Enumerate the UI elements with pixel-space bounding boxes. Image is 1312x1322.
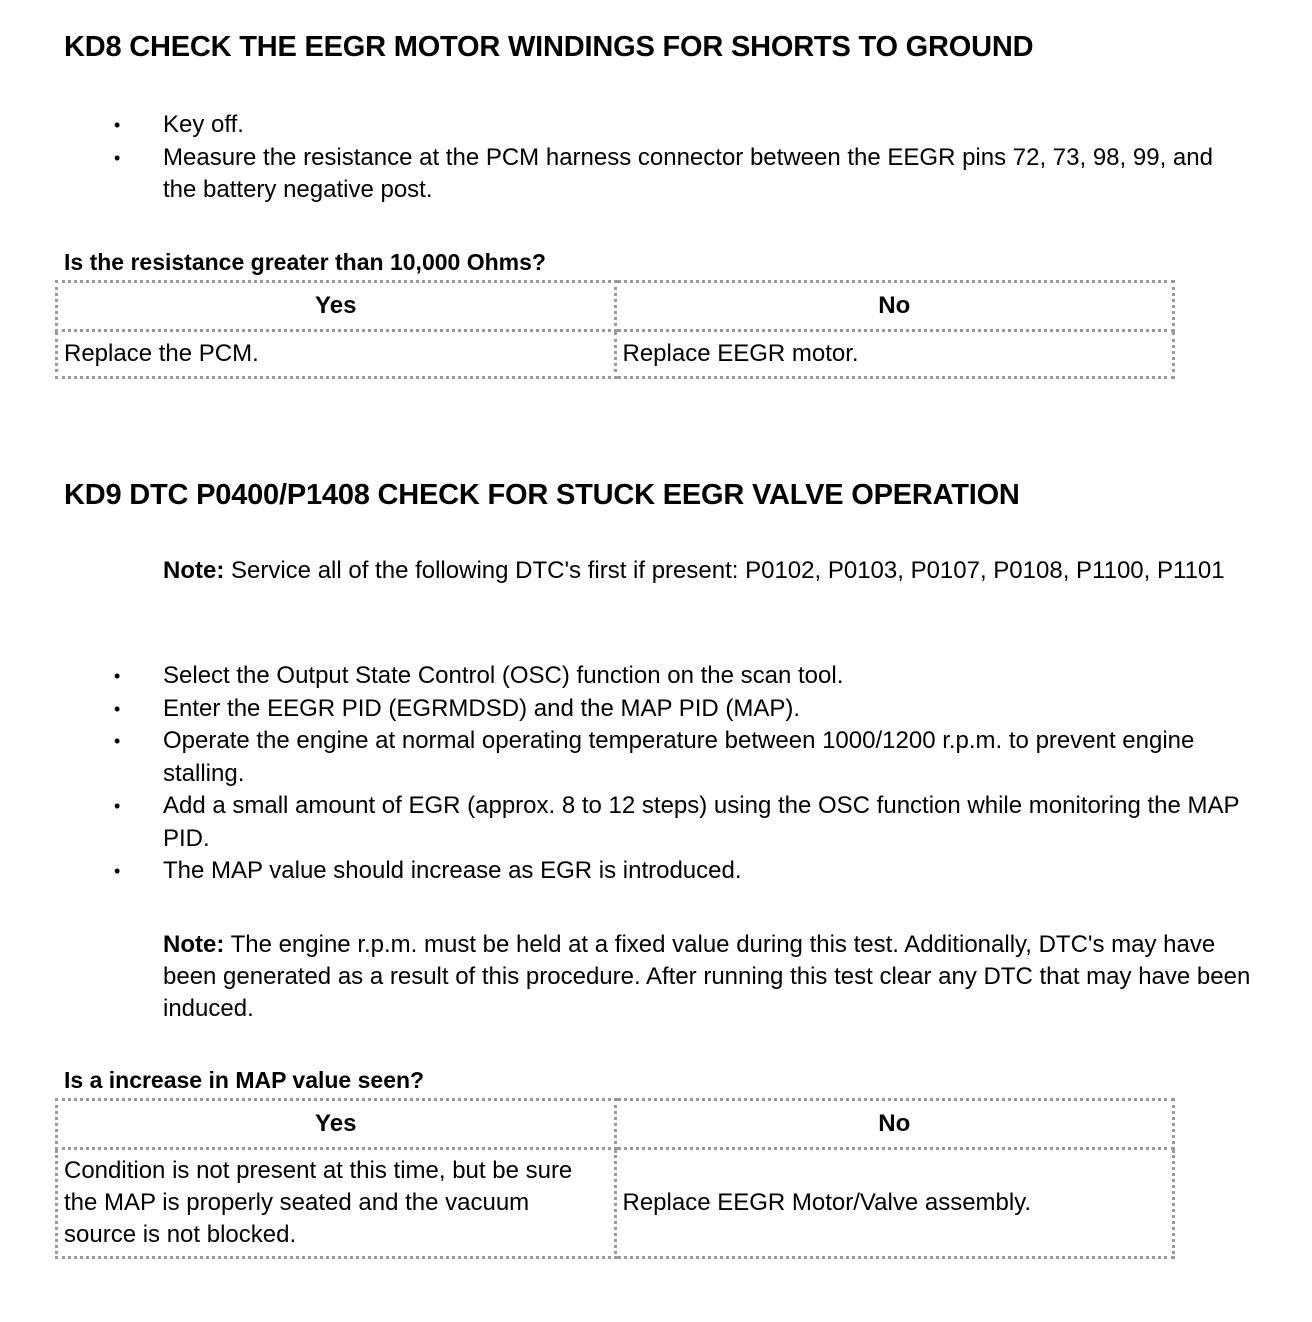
kd9-note-2: Note: The engine r.p.m. must be held at a fixed value during this test. Additionally, DTC's may have been generated as a result of this procedure. After running this test clear any DTC that may have been induced. [163, 931, 1251, 1022]
bullet-icon: • [114, 861, 121, 881]
kd8-decision-table [55, 280, 1175, 379]
list-item: • Operate the engine at normal operating temperature between 1000/1200 r.p.m. to prevent engine stalling. [114, 727, 1195, 787]
kd9-question: Is a increase in MAP value seen? [64, 1067, 425, 1093]
note-label: Note: [163, 931, 225, 958]
list-item: • Add a small amount of EGR (approx. 8 to 12 steps) using the OSC function while monitoring the MAP PID. [114, 792, 1240, 852]
header-no: No [615, 1100, 1174, 1149]
bullet-icon: • [114, 698, 121, 719]
bullet-icon: • [114, 666, 121, 686]
kd8-question: Is the resistance greater than 10,000 Ohms? [64, 249, 546, 275]
kd9-decision-table [55, 1098, 1175, 1259]
bullet-icon: • [114, 115, 121, 135]
kd9-note-1: Note: Service all of the following DTC's first if present: P0102, P0103, P0107, P0108, P1100, P1101 [163, 557, 1225, 584]
cell-yes-action: Condition is not present at this time, but be sure the MAP is properly seated and the vacuum source is not blocked. [57, 1149, 616, 1258]
header-no: No [615, 282, 1174, 331]
list-item: • The MAP value should increase as EGR is introduced. [112, 855, 1243, 888]
list-item: • Key off. [112, 109, 1243, 142]
list-item: • Select the Output State Control (OSC) function on the scan tool. [112, 660, 1243, 693]
bullet-icon: • [114, 731, 121, 751]
section-title-kd9: KD9 DTC P0400/P1408 CHECK FOR STUCK EEGR VALVE OPERATION [64, 479, 1020, 511]
bullet-icon: • [114, 147, 121, 168]
kd9-step-list [112, 660, 1243, 888]
note-label: Note: [163, 557, 225, 584]
kd8-step-list [112, 109, 1243, 207]
cell-no-action: Replace EEGR motor. [615, 331, 1174, 378]
header-yes: Yes [57, 282, 616, 331]
cell-yes-action: Replace the PCM. [57, 331, 616, 378]
cell-no-action: Replace EEGR Motor/Valve assembly. [615, 1149, 1174, 1258]
bullet-icon: • [114, 796, 121, 816]
section-title-kd8: KD8 CHECK THE EEGR MOTOR WINDINGS FOR SHORTS TO GROUND [64, 31, 1034, 63]
list-item: • Measure the resistance at the PCM harness connector between the EEGR pins 72, 73, 98, 99, and the battery negative post. [114, 143, 1213, 203]
list-item: • Enter the EEGR PID (EGRMDSD) and the MAP PID (MAP). [112, 693, 1243, 726]
header-yes: Yes [57, 1100, 616, 1149]
